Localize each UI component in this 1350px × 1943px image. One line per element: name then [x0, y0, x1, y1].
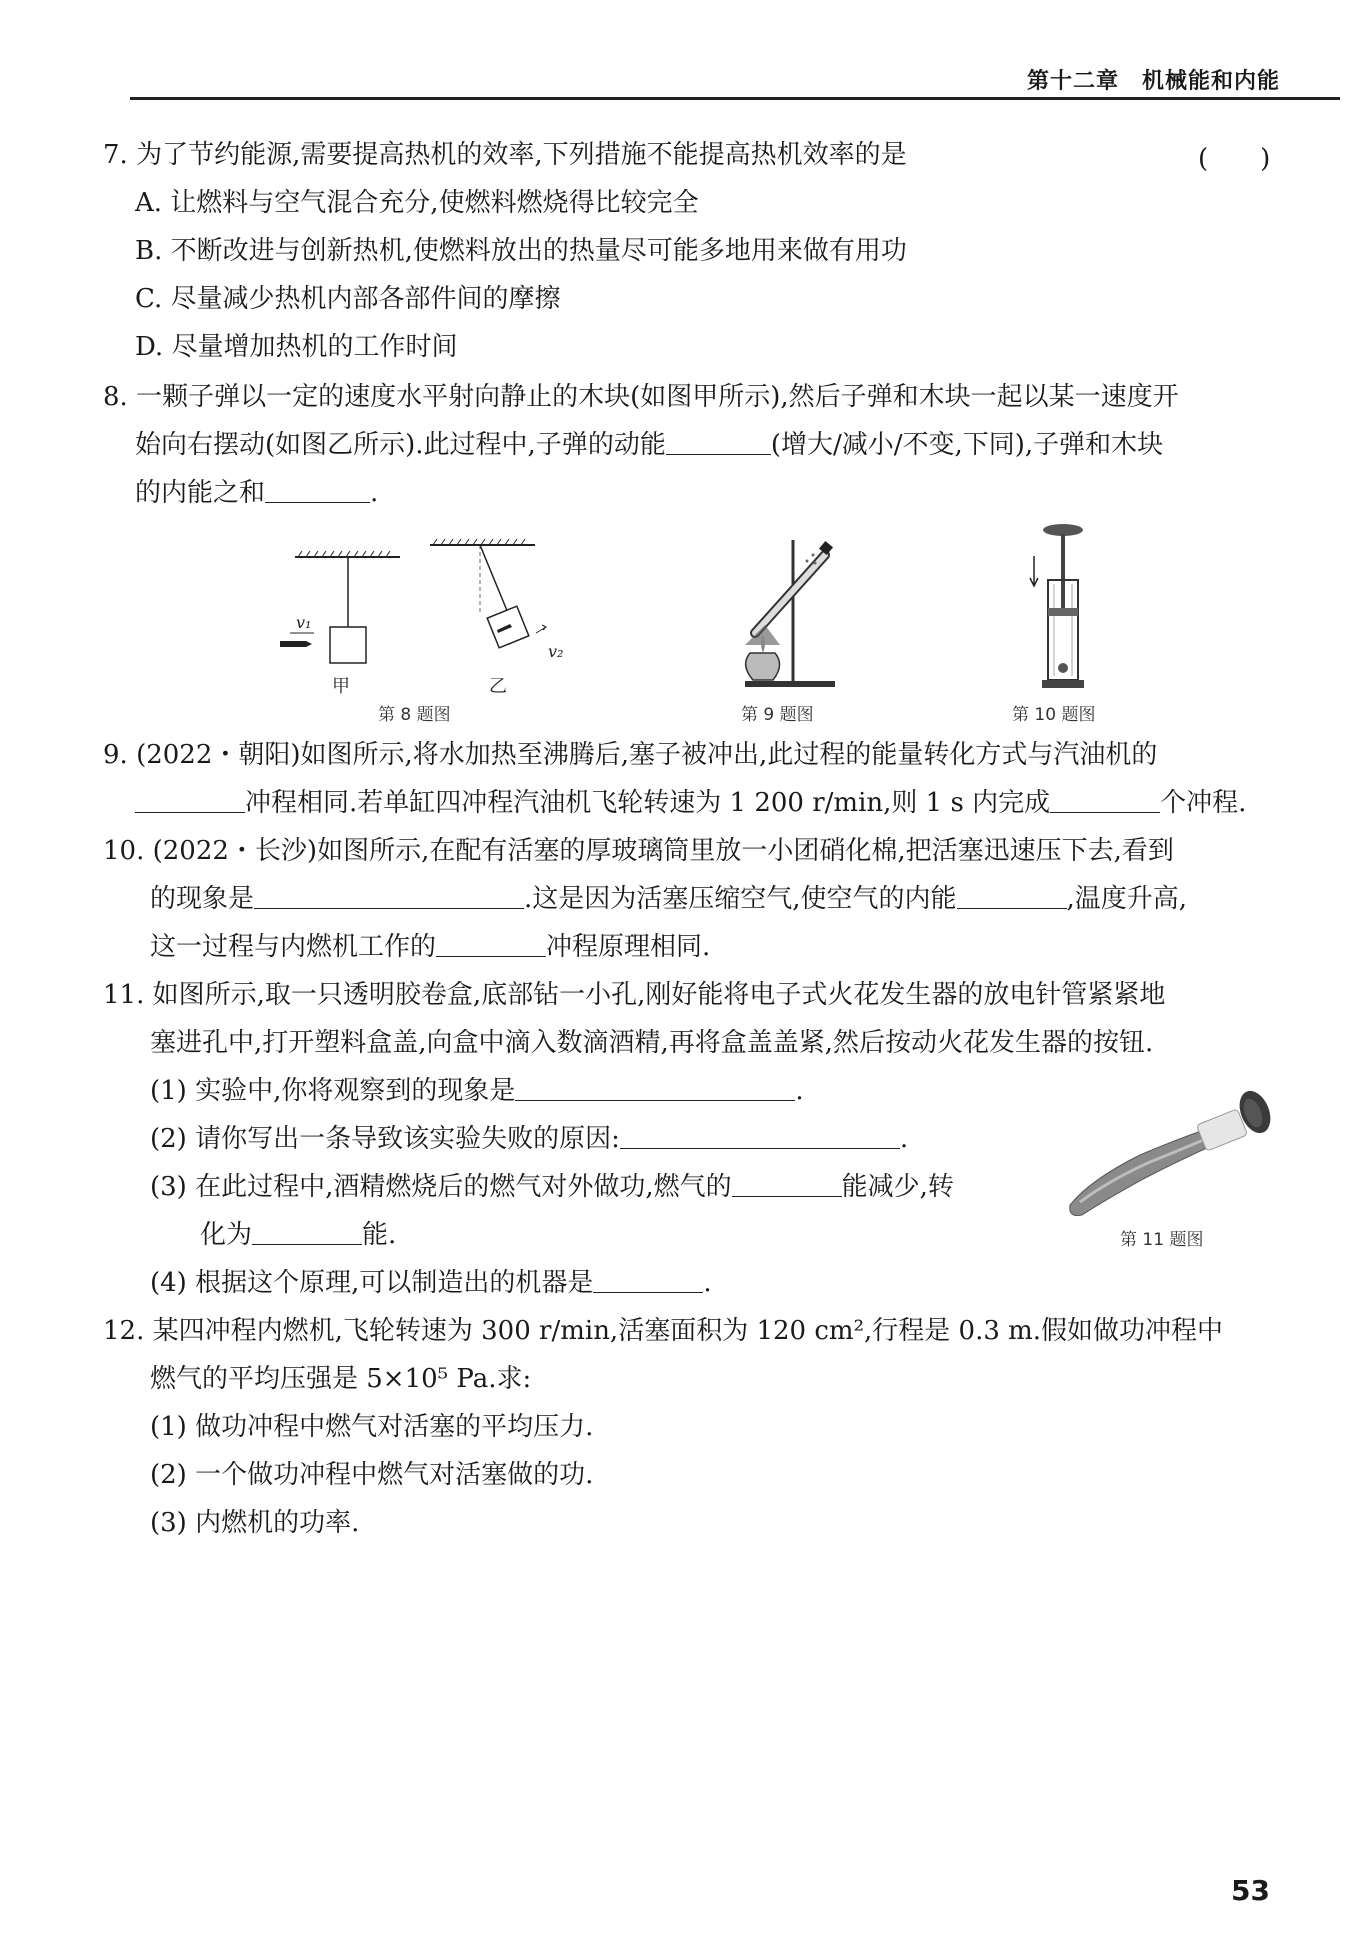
q11-sub4-end: .: [703, 1268, 712, 1298]
q9-line2: [135, 786, 1246, 820]
fig10-piston-illustration: [1020, 520, 1110, 695]
q11-sub1: [150, 1074, 804, 1108]
q8-line2-text-a: 始向右摆动(如图乙所示).此过程中,子弹的动能: [135, 430, 666, 460]
q11-sub4-text: (4) 根据这个原理,可以制造出的机器是: [150, 1268, 594, 1298]
q10-line2-text-a: 的现象是: [150, 884, 255, 914]
q12-line1: 12. 某四冲程内燃机,飞轮转速为 300 r/min,活塞面积为 120 cm²,行程是 0.3 m.假如做功冲程中: [103, 1316, 1224, 1346]
q8-line3: [135, 476, 378, 510]
q10-line2-text-c: ,温度升高,: [1066, 884, 1188, 914]
q11-sub3-cont: [200, 1218, 396, 1252]
header-rule: [130, 97, 1340, 100]
q10-line2-text-b: .这是因为活塞压缩空气,使空气的内能: [524, 884, 957, 914]
q9-blank-1[interactable]: [135, 786, 245, 813]
fig8-label-v1: v₁: [296, 613, 312, 632]
q9-line2-text-b: 个冲程.: [1160, 788, 1247, 818]
q11-sub2-end: .: [899, 1124, 909, 1154]
q7-option-b: B. 不断改进与创新热机,使燃料放出的热量尽可能多地用来做有用功: [135, 236, 907, 266]
q8-line2: [135, 428, 1163, 462]
fig11-spark-generator-illustration: [1060, 1070, 1290, 1220]
q11-sub3: [150, 1170, 954, 1204]
q10-blank-2[interactable]: [957, 882, 1067, 909]
page-header: [130, 60, 1340, 100]
fig8-label-v2: v₂: [548, 642, 564, 661]
q12-line2: 燃气的平均压强是 5×10⁵ Pa.求:: [150, 1364, 532, 1394]
q11-sub1-text: (1) 实验中,你将观察到的现象是: [150, 1076, 516, 1106]
q7-option-d: D. 尽量增加热机的工作时间: [135, 332, 458, 362]
fig10-caption: 第 10 题图: [1012, 705, 1096, 725]
fig8-label-yi: 乙: [489, 676, 507, 697]
q10-blank-3[interactable]: [436, 930, 546, 957]
q9-line2-text-a: 冲程相同.若单缸四冲程汽油机飞轮转速为 1 200 r/min,则 1 s 内完成: [245, 788, 1051, 818]
q7-answer-paren[interactable]: ( ): [1198, 144, 1271, 174]
q11-sub3-text-b: 能减少,转: [841, 1172, 954, 1202]
q11-sub3-text-c: 化为: [200, 1220, 253, 1250]
fig11-caption: 第 11 题图: [1120, 1230, 1204, 1250]
q10-line1: 10. (2022・长沙)如图所示,在配有活塞的厚玻璃筒里放一小团硝化棉,把活塞迅速压下去,看到: [103, 836, 1174, 866]
q7-stem: 7. 为了节约能源,需要提高热机的效率,下列措施不能提高热机效率的是: [103, 140, 907, 170]
q11-blank-3[interactable]: [732, 1170, 842, 1197]
q9-blank-2[interactable]: [1050, 786, 1160, 813]
fig9-test-tube-illustration: [725, 535, 855, 690]
q10-line3: [150, 930, 710, 964]
q7-option-a: A. 让燃料与空气混合充分,使燃料燃烧得比较完全: [135, 188, 699, 218]
q11-sub4: [150, 1266, 712, 1300]
q11-sub2: [150, 1122, 908, 1156]
q12-sub2: (2) 一个做功冲程中燃气对活塞做的功.: [150, 1460, 594, 1490]
fig8-caption: 第 8 题图: [378, 705, 451, 725]
q8-blank-1[interactable]: [666, 428, 771, 455]
q11-line1: 11. 如图所示,取一只透明胶卷盒,底部钻一小孔,刚好能将电子式火花发生器的放电针管紧紧地: [103, 980, 1166, 1010]
page-number: 53: [1231, 1874, 1270, 1907]
q7-option-c: C. 尽量减少热机内部各部件间的摩擦: [135, 284, 561, 314]
q8-blank-2[interactable]: [265, 476, 370, 503]
q8-line1: 8. 一颗子弹以一定的速度水平射向静止的木块(如图甲所示),然后子弹和木块一起以某一速度开: [103, 382, 1179, 412]
q11-line2: 塞进孔中,打开塑料盒盖,向盒中滴入数滴酒精,再将盒盖盖紧,然后按动火花发生器的按钮.: [150, 1028, 1154, 1058]
q10-line3-text-b: 冲程原理相同.: [546, 932, 711, 962]
q11-blank-1[interactable]: [515, 1074, 795, 1101]
q8-line3-text-b: .: [370, 478, 379, 508]
q9-line1: 9. (2022・朝阳)如图所示,将水加热至沸腾后,塞子被冲出,此过程的能量转化方式与汽油机的: [103, 740, 1158, 770]
q11-blank-4[interactable]: [252, 1218, 362, 1245]
q12-sub3: (3) 内燃机的功率.: [150, 1508, 360, 1538]
q11-sub1-end: .: [795, 1076, 804, 1106]
q11-blank-5[interactable]: [593, 1266, 703, 1293]
q11-sub2-text: (2) 请你写出一条导致该实验失败的原因:: [150, 1124, 620, 1154]
chapter-title: 第十二章 机械能和内能: [1026, 69, 1280, 94]
q8-line2-text-b: (增大/减小/不变,下同),子弹和木块: [770, 430, 1164, 460]
q11-sub3-text-a: (3) 在此过程中,酒精燃烧后的燃气对外做功,燃气的: [150, 1172, 732, 1202]
fig9-caption: 第 9 题图: [741, 705, 814, 725]
q11-sub3-text-d: 能.: [362, 1220, 397, 1250]
q11-blank-2[interactable]: [620, 1122, 900, 1149]
q10-line2: [150, 882, 1187, 916]
q10-blank-1[interactable]: [254, 882, 524, 909]
fig8-pendulum-illustration: [270, 535, 570, 695]
q10-line3-text-a: 这一过程与内燃机工作的: [150, 932, 437, 962]
q12-sub1: (1) 做功冲程中燃气对活塞的平均压力.: [150, 1412, 594, 1442]
fig8-label-jia: 甲: [332, 676, 350, 697]
q8-line3-text-a: 的内能之和: [135, 478, 266, 508]
